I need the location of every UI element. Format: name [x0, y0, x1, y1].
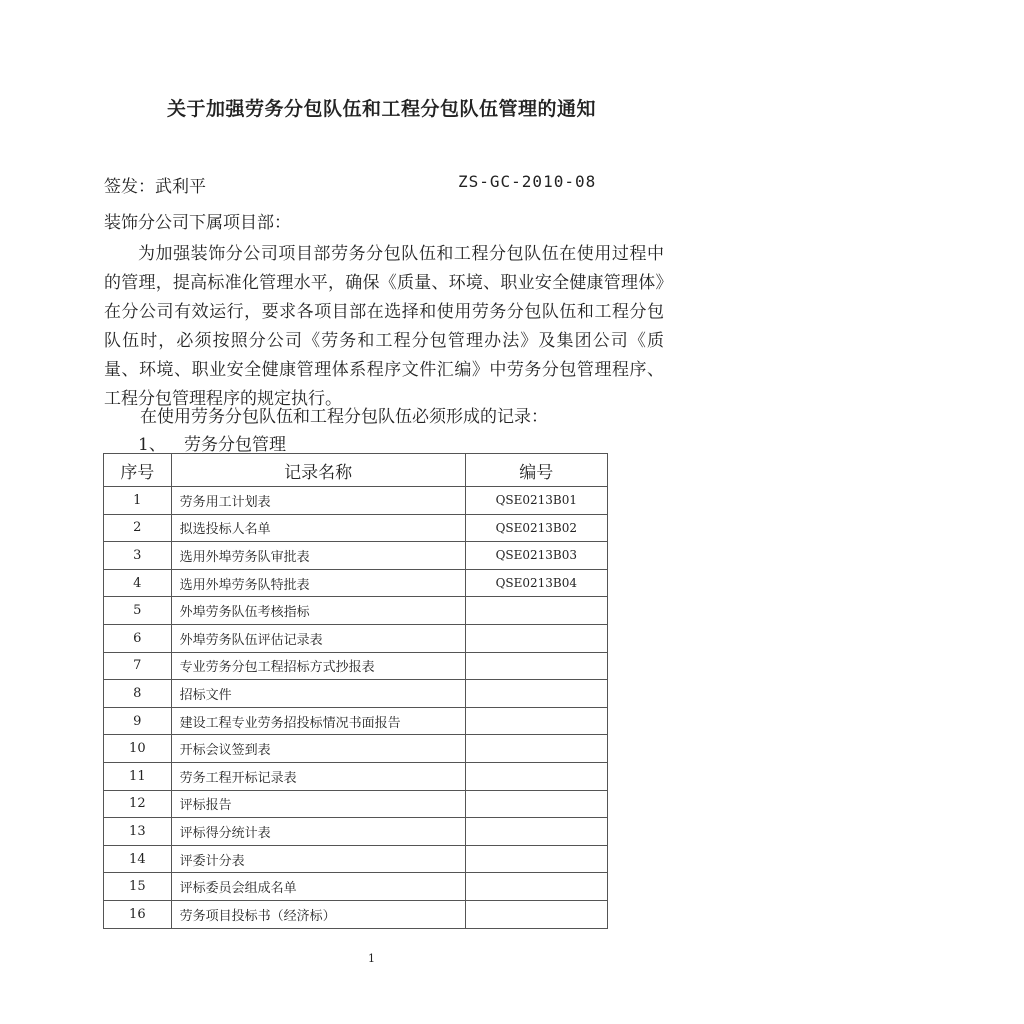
- row-name: 外埠劳务队伍评估记录表: [171, 624, 465, 652]
- table-row: [104, 735, 608, 763]
- section-title: 劳务分包管理: [184, 435, 286, 455]
- row-name: 评标报告: [171, 790, 465, 818]
- row-code: [465, 762, 607, 790]
- row-code: [465, 845, 607, 873]
- section-number: 1、: [138, 435, 166, 455]
- header-code: 编号: [465, 454, 607, 487]
- table-row: [104, 652, 608, 680]
- row-code: [465, 597, 607, 625]
- row-code: QSE0213B02: [465, 514, 607, 542]
- row-seq: 9: [104, 707, 172, 735]
- row-code: [465, 790, 607, 818]
- table-row: [104, 597, 608, 625]
- row-seq: 16: [104, 900, 172, 928]
- row-seq: 4: [104, 569, 172, 597]
- row-code: [465, 652, 607, 680]
- row-seq: 12: [104, 790, 172, 818]
- row-code: QSE0213B04: [465, 569, 607, 597]
- row-name: 专业劳务分包工程招标方式抄报表: [171, 652, 465, 680]
- row-name: 评委计分表: [171, 845, 465, 873]
- row-name: 开标会议签到表: [171, 735, 465, 763]
- row-seq: 6: [104, 624, 172, 652]
- row-code: [465, 680, 607, 708]
- row-code: [465, 735, 607, 763]
- row-code: [465, 900, 607, 928]
- row-name: 劳务工程开标记录表: [171, 762, 465, 790]
- row-seq: 15: [104, 873, 172, 901]
- header-name: 记录名称: [171, 454, 465, 487]
- row-seq: 13: [104, 818, 172, 846]
- row-name: 招标文件: [171, 680, 465, 708]
- signer: 签发：武利平: [104, 177, 206, 197]
- body-paragraph: 为加强装饰分公司项目部劳务分包队伍和工程分包队伍在使用过程中的管理，提高标准化管理水平，确保《质量、环境、职业安全健康管理体》在分公司有效运行，要求各项目部在选择和使用劳务分包队伍和工程分包队伍时，必须按照分公司《劳务和工程分包管理办法》及集团公司《质量、环境、职业安全健康管理体系程序文件汇编》中劳务分包管理程序、工程分包管理程序的规定执行。: [104, 244, 664, 409]
- row-seq: 3: [104, 542, 172, 570]
- table-row: [104, 542, 608, 570]
- row-seq: 1: [104, 487, 172, 515]
- table-row: [104, 680, 608, 708]
- row-seq: 2: [104, 514, 172, 542]
- body-paragraph-2: 在使用劳务分包队伍和工程分包队伍必须形成的记录：: [140, 407, 548, 427]
- row-name: 劳务用工计划表: [171, 487, 465, 515]
- row-seq: 8: [104, 680, 172, 708]
- document-title: 关于加强劳务分包队伍和工程分包队伍管理的通知: [167, 98, 597, 120]
- table-row: [104, 514, 608, 542]
- row-name: 评标委员会组成名单: [171, 873, 465, 901]
- row-code: [465, 873, 607, 901]
- table-row: [104, 624, 608, 652]
- row-seq: 11: [104, 762, 172, 790]
- records-body: [104, 487, 608, 929]
- row-seq: 14: [104, 845, 172, 873]
- row-seq: 7: [104, 652, 172, 680]
- row-code: [465, 818, 607, 846]
- table-row: [104, 569, 608, 597]
- table-row: [104, 900, 608, 928]
- table-row: [104, 845, 608, 873]
- row-code: [465, 624, 607, 652]
- row-seq: 5: [104, 597, 172, 625]
- header-seq: 序号: [104, 454, 172, 487]
- document-number: ZS-GC-2010-08: [458, 172, 597, 191]
- row-name: 劳务项目投标书（经济标）: [171, 900, 465, 928]
- row-name: 评标得分统计表: [171, 818, 465, 846]
- row-code: QSE0213B03: [465, 542, 607, 570]
- addressee: 装饰分公司下属项目部：: [104, 213, 291, 233]
- table-row: [104, 818, 608, 846]
- table-row: [104, 762, 608, 790]
- row-name: 拟选投标人名单: [171, 514, 465, 542]
- table-row: [104, 873, 608, 901]
- table-row: [104, 707, 608, 735]
- records-table: [103, 453, 608, 929]
- row-name: 外埠劳务队伍考核指标: [171, 597, 465, 625]
- row-name: 建设工程专业劳务招投标情况书面报告: [171, 707, 465, 735]
- table-row: [104, 790, 608, 818]
- table-row: [104, 487, 608, 515]
- row-seq: 10: [104, 735, 172, 763]
- row-name: 选用外埠劳务队审批表: [171, 542, 465, 570]
- row-code: QSE0213B01: [465, 487, 607, 515]
- row-name: 选用外埠劳务队特批表: [171, 569, 465, 597]
- row-code: [465, 707, 607, 735]
- section-heading: [138, 430, 286, 455]
- page-number: 1: [368, 952, 375, 965]
- table-header-row: [104, 454, 608, 487]
